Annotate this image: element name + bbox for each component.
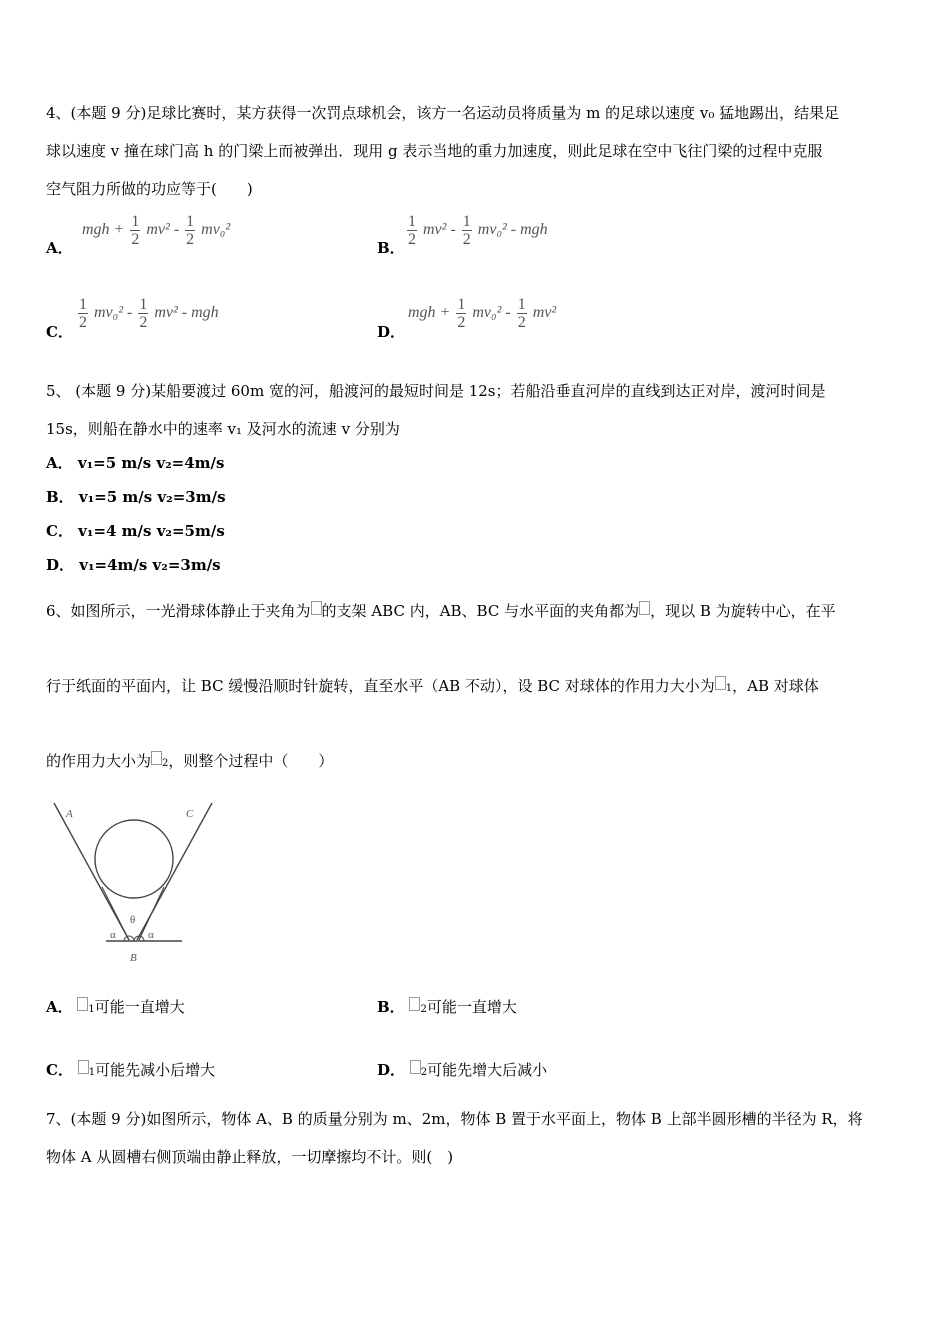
label-c: C <box>186 808 194 820</box>
q5-option-a[interactable]: A． v₁=5 m/s v₂=4m/s <box>46 454 225 472</box>
label-theta: θ <box>130 914 136 926</box>
label-alpha-right: α <box>148 929 154 941</box>
q4-option-b-formula: $\frac{1}{2}$ mv² - $\frac{1}{2}$ mv₀² - mgh <box>408 213 548 248</box>
f2-symbol-placeholder <box>151 751 162 765</box>
q7-text-line2: 物体 A 从圆槽右侧顶端由静止释放，一切摩擦均不计。则( ) <box>46 1148 454 1166</box>
q5-option-b[interactable]: B． v₁=5 m/s v₂=3m/s <box>46 488 226 506</box>
f2-symbol-placeholder <box>409 997 420 1011</box>
q6-option-d[interactable]: D． 2可能先增大后减小 <box>377 1061 548 1079</box>
f1-symbol-placeholder <box>715 676 726 690</box>
ball <box>95 820 173 898</box>
q4-option-d-formula: mgh + $\frac{1}{2}$ mv₀² - $\frac{1}{2}$ mv² <box>408 296 557 331</box>
label-alpha-left: α <box>110 929 116 941</box>
q4-option-d-label[interactable]: D． <box>377 323 406 341</box>
angle-arc-left <box>124 936 134 941</box>
q4-text-line1: 4、(本题 9 分)足球比赛时，某方获得一次罚点球机会，该方一名运动员将质量为 m 的足球以速度 v₀ 猛地踢出，结果足 <box>46 104 840 122</box>
q4-text-line2: 球以速度 v 撞在球门高 h 的门梁上而被弹出．现用 g 表示当地的重力加速度，则此足球在空中飞往门梁的过程中克服 <box>46 142 823 160</box>
q4-option-a-label[interactable]: A． <box>46 239 73 257</box>
f1-symbol-placeholder <box>78 1060 89 1074</box>
q6-figure-support-ball <box>46 795 194 965</box>
alpha-symbol-placeholder <box>639 601 650 615</box>
q6-option-a[interactable]: A． 1可能一直增大 <box>46 998 185 1016</box>
q5-text-line2: 15s，则船在静水中的速率 v₁ 及河水的流速 v 分别为 <box>46 420 400 438</box>
q4-option-c-formula: $\frac{1}{2}$ mv₀² - $\frac{1}{2}$ mv² - mgh <box>79 296 219 331</box>
q4-option-a-formula: mgh + $\frac{1}{2}$ mv² - $\frac{1}{2}$ mv₀² <box>82 213 231 248</box>
q5-option-d[interactable]: D． v₁=4m/s v₂=3m/s <box>46 556 221 574</box>
q6-text-line1: 6、如图所示，一光滑球体静止于夹角为 的支架 ABC 内，AB、BC 与水平面的夹角都为 ，现以 B 为旋转中心，在平 <box>46 602 836 620</box>
q6-text-line2: 行于纸面的平面内，让 BC 缓慢沿顺时针旋转，直至水平（AB 不动），设 BC 对球体的作用力大小为 1，AB 对球体 <box>46 677 819 695</box>
q5-option-c[interactable]: C． v₁=4 m/s v₂=5m/s <box>46 522 225 540</box>
label-a: A <box>66 808 73 820</box>
q4-option-c-label[interactable]: C． <box>46 323 73 341</box>
q5-text-line1: 5、 (本题 9 分)某船要渡过 60m 宽的河，船渡河的最短时间是 12s；若船沿垂直河岸的直线到达正对岸，渡河时间是 <box>46 382 826 400</box>
q6-option-b[interactable]: B． 2可能一直增大 <box>377 998 517 1016</box>
theta-symbol-placeholder <box>311 601 322 615</box>
q7-text-line1: 7、(本题 9 分)如图所示，物体 A、B 的质量分别为 m、2m，物体 B 置于水平面上，物体 B 上部半圆形槽的半径为 R，将 <box>46 1110 863 1128</box>
label-b: B <box>130 952 137 964</box>
q4-text-line3: 空气阻力所做的功应等于( ) <box>46 180 253 198</box>
q4-option-b-label[interactable]: B． <box>377 239 405 257</box>
f1-symbol-placeholder <box>77 997 88 1011</box>
q6-option-c[interactable]: C． 1可能先减小后增大 <box>46 1061 216 1079</box>
q6-text-line3: 的作用力大小为 2，则整个过程中（ ） <box>46 752 334 770</box>
f2-symbol-placeholder <box>410 1060 421 1074</box>
